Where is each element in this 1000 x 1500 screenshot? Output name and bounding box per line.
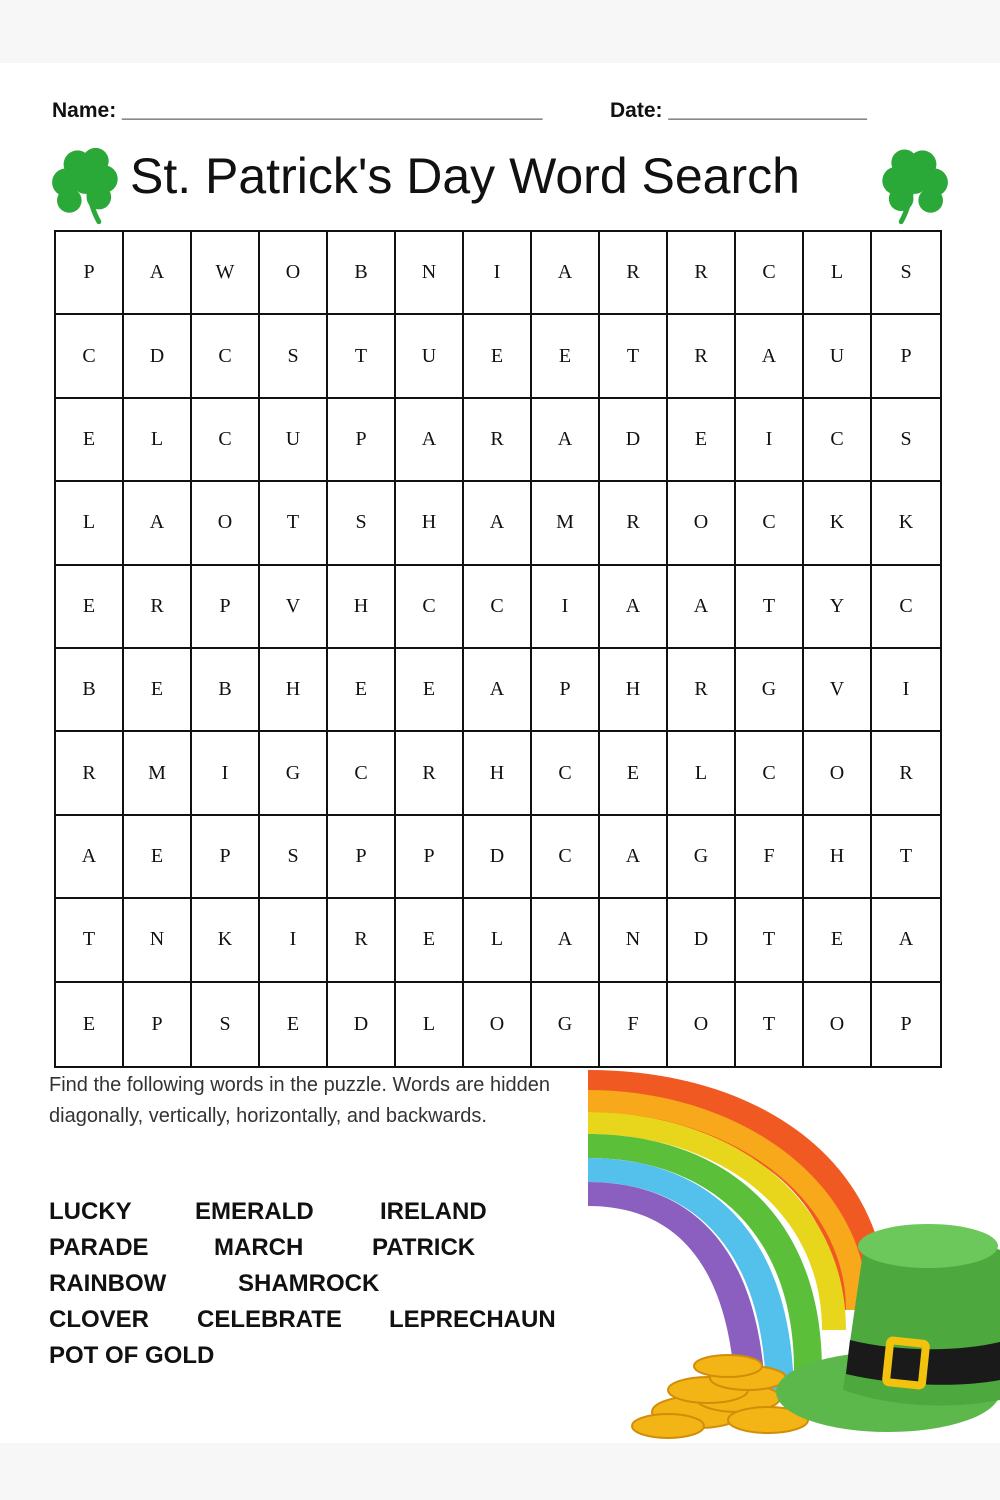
grid-cell[interactable]: Y — [804, 566, 872, 649]
grid-cell[interactable]: E — [600, 732, 668, 815]
instructions-text: Find the following words in the puzzle. Words are hidden diagonally, vertically, horizontally, and backwards. — [49, 1074, 551, 1127]
grid-cell[interactable]: K — [192, 899, 260, 982]
grid-cell[interactable]: E — [328, 649, 396, 732]
grid-cell[interactable]: C — [56, 315, 124, 398]
grid-cell[interactable]: R — [600, 232, 668, 315]
grid-cell[interactable]: B — [56, 649, 124, 732]
grid-cell[interactable]: R — [124, 566, 192, 649]
grid-cell[interactable]: H — [600, 649, 668, 732]
grid-cell[interactable]: E — [124, 649, 192, 732]
grid-cell[interactable]: E — [124, 816, 192, 899]
word-item: PATRICK — [372, 1234, 476, 1261]
grid-cell[interactable]: R — [668, 315, 736, 398]
shamrock-icon — [48, 143, 130, 225]
grid-cell[interactable]: E — [396, 649, 464, 732]
grid-cell[interactable]: L — [464, 899, 532, 982]
grid-cell[interactable]: P — [192, 816, 260, 899]
grid-cell[interactable]: G — [736, 649, 804, 732]
grid-cell[interactable]: R — [396, 732, 464, 815]
grid-cell[interactable]: S — [260, 816, 328, 899]
grid-cell[interactable]: C — [804, 399, 872, 482]
grid-cell[interactable]: A — [56, 816, 124, 899]
grid-cell[interactable]: A — [124, 232, 192, 315]
grid-cell[interactable]: N — [600, 899, 668, 982]
grid-cell[interactable]: P — [192, 566, 260, 649]
grid-cell[interactable]: R — [872, 732, 940, 815]
grid-cell[interactable]: W — [192, 232, 260, 315]
grid-cell[interactable]: D — [668, 899, 736, 982]
title-row — [48, 143, 952, 223]
grid-cell[interactable]: B — [192, 649, 260, 732]
grid-cell[interactable]: A — [600, 816, 668, 899]
grid-cell[interactable]: U — [260, 399, 328, 482]
grid-cell[interactable]: S — [328, 482, 396, 565]
grid-cell[interactable]: I — [192, 732, 260, 815]
grid-cell[interactable]: U — [804, 315, 872, 398]
grid-cell[interactable]: L — [396, 983, 464, 1066]
word-item: LEPRECHAUN — [389, 1306, 556, 1333]
grid-cell[interactable]: F — [736, 816, 804, 899]
grid-cell[interactable]: R — [668, 232, 736, 315]
grid-cell[interactable]: A — [396, 399, 464, 482]
grid-cell[interactable]: L — [124, 399, 192, 482]
grid-cell[interactable]: B — [328, 232, 396, 315]
grid-cell[interactable]: E — [668, 399, 736, 482]
grid-cell[interactable]: C — [872, 566, 940, 649]
grid-cell[interactable]: E — [804, 899, 872, 982]
grid-cell[interactable]: T — [56, 899, 124, 982]
grid-cell[interactable]: R — [668, 649, 736, 732]
word-item: IRELAND — [380, 1198, 487, 1225]
word-list-row — [49, 1234, 589, 1270]
grid-cell[interactable]: R — [464, 399, 532, 482]
rainbow-hat-illustration — [588, 1070, 1000, 1443]
grid-cell[interactable]: K — [872, 482, 940, 565]
grid-cell[interactable]: O — [192, 482, 260, 565]
page-title: St. Patrick's Day Word Search — [130, 148, 800, 204]
grid-cell[interactable]: T — [260, 482, 328, 565]
grid-cell[interactable]: L — [56, 482, 124, 565]
grid-cell[interactable]: I — [532, 566, 600, 649]
grid-cell[interactable]: G — [668, 816, 736, 899]
grid-cell[interactable]: C — [532, 816, 600, 899]
grid-cell[interactable]: H — [464, 732, 532, 815]
grid-cell[interactable]: O — [464, 983, 532, 1066]
grid-cell[interactable]: T — [328, 315, 396, 398]
grid-cell[interactable]: T — [736, 566, 804, 649]
grid-cell[interactable]: A — [736, 315, 804, 398]
grid-cell[interactable]: N — [396, 232, 464, 315]
grid-cell[interactable]: S — [260, 315, 328, 398]
grid-cell[interactable]: L — [668, 732, 736, 815]
grid-cell[interactable]: E — [56, 983, 124, 1066]
grid-cell[interactable]: H — [804, 816, 872, 899]
grid-cell[interactable]: C — [736, 232, 804, 315]
grid-cell[interactable]: O — [668, 482, 736, 565]
grid-cell[interactable]: O — [804, 732, 872, 815]
grid-cell[interactable]: P — [124, 983, 192, 1066]
grid-cell[interactable]: C — [396, 566, 464, 649]
grid-cell[interactable]: T — [736, 983, 804, 1066]
grid-cell[interactable]: C — [736, 732, 804, 815]
name-field[interactable]: Name: ____________________________________ — [52, 99, 543, 122]
grid-cell[interactable]: P — [328, 816, 396, 899]
word-item: SHAMROCK — [238, 1270, 380, 1297]
grid-cell[interactable]: D — [328, 983, 396, 1066]
grid-cell[interactable]: E — [56, 566, 124, 649]
grid-cell[interactable]: S — [872, 399, 940, 482]
worksheet-page — [0, 63, 1000, 1443]
word-item: PARADE — [49, 1234, 149, 1261]
grid-cell[interactable]: E — [464, 315, 532, 398]
grid-cell[interactable]: D — [464, 816, 532, 899]
word-list-row — [49, 1306, 589, 1342]
grid-cell[interactable]: C — [328, 732, 396, 815]
grid-cell[interactable]: E — [56, 399, 124, 482]
grid-cell[interactable]: I — [872, 649, 940, 732]
grid-cell[interactable]: A — [464, 482, 532, 565]
grid-cell[interactable]: D — [124, 315, 192, 398]
grid-cell[interactable]: A — [464, 649, 532, 732]
grid-cell[interactable]: E — [260, 983, 328, 1066]
word-item: EMERALD — [195, 1198, 314, 1225]
grid-cell[interactable]: K — [804, 482, 872, 565]
word-item: POT OF GOLD — [49, 1342, 215, 1369]
grid-cell[interactable]: A — [872, 899, 940, 982]
grid-cell[interactable]: C — [192, 399, 260, 482]
word-search-grid — [54, 230, 942, 1068]
grid-cell[interactable]: P — [900, 1012, 912, 1035]
grid-cell[interactable]: P — [56, 232, 124, 315]
grid-cell[interactable]: O — [804, 983, 872, 1066]
grid-cell[interactable]: A — [600, 566, 668, 649]
word-list — [49, 1198, 589, 1378]
word-item: CELEBRATE — [197, 1306, 342, 1333]
grid-cell[interactable]: M — [124, 732, 192, 815]
grid-cell[interactable]: E — [396, 899, 464, 982]
grid-cell[interactable]: R — [600, 482, 668, 565]
grid-cell[interactable]: H — [260, 649, 328, 732]
shamrock-icon — [870, 143, 952, 225]
grid-cell[interactable]: A — [532, 232, 600, 315]
grid-cell[interactable]: T — [872, 816, 940, 899]
grid-cell[interactable]: S — [872, 232, 940, 315]
grid-cell[interactable]: P — [532, 649, 600, 732]
grid-cell[interactable]: H — [396, 482, 464, 565]
word-list-row — [49, 1198, 589, 1234]
name-date-row — [52, 99, 952, 129]
grid-cell[interactable]: A — [532, 899, 600, 982]
grid-cell[interactable]: P — [396, 816, 464, 899]
grid-cell[interactable]: I — [464, 232, 532, 315]
grid-cell[interactable]: C — [532, 732, 600, 815]
grid-cell[interactable]: T — [600, 315, 668, 398]
grid-cell[interactable]: L — [804, 232, 872, 315]
grid-cell[interactable]: R — [56, 732, 124, 815]
grid-cell[interactable]: O — [668, 983, 736, 1066]
grid-cell[interactable]: N — [124, 899, 192, 982]
grid-cell[interactable]: C — [464, 566, 532, 649]
word-item: CLOVER — [49, 1306, 150, 1333]
grid-cell[interactable]: O — [260, 232, 328, 315]
grid-cell[interactable]: G — [532, 983, 600, 1066]
grid-cell[interactable]: F — [600, 983, 668, 1066]
grid-cell[interactable]: V — [804, 649, 872, 732]
word-list-row — [49, 1270, 589, 1306]
grid-cell[interactable]: P — [872, 315, 940, 398]
grid-cell[interactable]: V — [260, 566, 328, 649]
grid-cell[interactable]: D — [600, 399, 668, 482]
grid-cell[interactable]: A — [532, 399, 600, 482]
grid-cell[interactable]: U — [396, 315, 464, 398]
grid-cell[interactable]: T — [736, 899, 804, 982]
grid-cell[interactable]: A — [124, 482, 192, 565]
grid-cell[interactable]: P — [328, 399, 396, 482]
grid-cell[interactable]: E — [532, 315, 600, 398]
grid-cell[interactable]: C — [192, 315, 260, 398]
grid-cell[interactable]: A — [668, 566, 736, 649]
grid-cell[interactable]: C — [736, 482, 804, 565]
date-field[interactable]: Date: _________________ — [610, 99, 867, 122]
grid-cell[interactable]: H — [328, 566, 396, 649]
grid-cell[interactable]: M — [532, 482, 600, 565]
word-item: LUCKY — [49, 1198, 132, 1225]
grid-cell[interactable]: G — [260, 732, 328, 815]
word-item: MARCH — [214, 1234, 304, 1261]
grid-cell[interactable]: I — [736, 399, 804, 482]
word-item: RAINBOW — [49, 1270, 167, 1297]
grid-cell[interactable]: R — [328, 899, 396, 982]
word-list-row — [49, 1342, 589, 1378]
grid-cell[interactable]: S — [192, 983, 260, 1066]
grid-cell[interactable]: I — [260, 899, 328, 982]
